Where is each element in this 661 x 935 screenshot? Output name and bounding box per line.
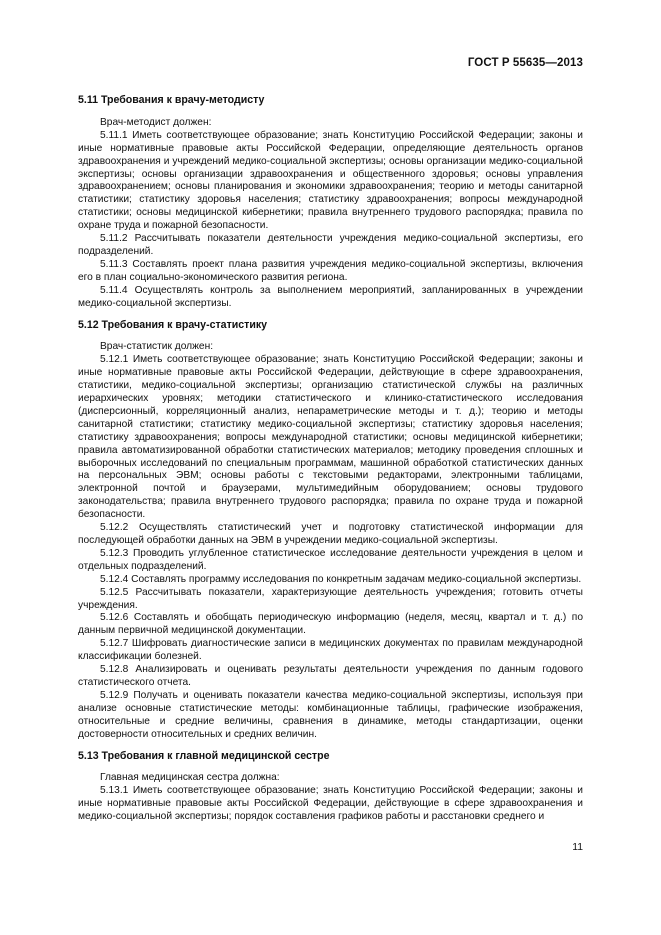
section-5-12: [78, 319, 583, 742]
section-5-11: [78, 94, 583, 311]
paragraph: 5.11.2 Рассчитывать показатели деятельности учреждения медико-социальной экспертизы, его подразделений.: [78, 233, 583, 257]
paragraph: 5.12.5 Рассчитывать показатели, характеризующие деятельность учреждения; готовить отчеты учреждения.: [78, 586, 583, 611]
paragraph: Врач-методист должен:: [100, 116, 212, 128]
page-number: 11: [572, 842, 583, 853]
standard-code: ГОСТ Р 55635—2013: [467, 57, 583, 69]
paragraph: Главная медицинская сестра должна:: [100, 772, 280, 784]
paragraph: 5.12.9 Получать и оценивать показатели качества медико-социальной экспертизы, используя при анализе основные статистические методы: комбинационные таблицы, графические изображения, относительные и средние величины, сравнения в динамике, методы стандартизации, оценки достоверности относительных и средних величин.: [78, 689, 583, 740]
paragraph: Врач-статистик должен:: [100, 341, 214, 353]
paragraph: 5.12.7 Шифровать диагностические записи в медицинских документах по правилам международной классификации болезней.: [78, 638, 583, 663]
paragraph: 5.13.1 Иметь соответствующее образование; знать Конституцию Российской Федерации; законы и иные нормативные правовые акты Российской Федерации, действующие в сфере здравоохранения и медико-социальной экспертизы; порядок составления графиков работы и расстановки среднего и: [78, 785, 583, 823]
section-title: 5.13 Требования к главной медицинской сестре: [78, 749, 330, 762]
paragraph: 5.11.4 Осуществлять контроль за выполнением мероприятий, запланированных в учреждении медико-социальной экспертизы.: [78, 284, 583, 309]
paragraph: 5.12.3 Проводить углубленное статистическое исследование деятельности учреждения в целом и отдельных подразделений.: [78, 547, 583, 572]
section-title: 5.11 Требования к врачу-методисту: [78, 94, 265, 106]
paragraph: 5.12.1 Иметь соответствующее образование; знать Конституцию Российской Федерации; законы и иные нормативные правовые акты Российской Федерации, действующие в сфере здравоохранения, статистики, медико-социальной экспертизы; организацию статистической службы на различных иерархических уровнях; методики статистического и клинико-статистического исследования (дисперсионный, корреляционный анализ, непараметрические методы и т. д.); теорию и методы санитарной статистики; статистику медико-социальной экспертизы; статистику здоровья населения; статистику здравоохранения; вопросы международной статистики; основы медицинской кибернетики; правила автоматизированной обработки статистических материалов; методику проведения сплошных и выборочных исследований по специальным программам, машинной обработкой статистических данных на персональных ЭВМ; основы работы с текстовыми редакторами, электронными таблицами, электронной почтой и браузерами, мультимедийным оборудованием; основы трудового законодательства; правила внутреннего трудового распорядка; правила по охране труда и пожарной безопасности.: [78, 354, 583, 521]
paragraph: 5.12.8 Анализировать и оценивать результаты деятельности учреждения по данным годового статистического отчета.: [78, 664, 583, 688]
paragraph: 5.11.3 Составлять проект плана развития учреждения медико-социальной экспертизы, включения его в план социально-экономического развития региона.: [78, 258, 583, 283]
paragraph: 5.12.2 Осуществлять статистический учет и подготовку статистической информации для последующей обработки данных на ЭВМ в учреждении медико-социальной экспертизы.: [78, 522, 583, 546]
section-title: 5.12 Требования к врачу-статистику: [78, 318, 268, 331]
section-5-13: [78, 750, 583, 825]
paragraph: 5.11.1 Иметь соответствующее образование; знать Конституцию Российской Федерации; законы и иные нормативные правовые акты Российской Федерации, определяющие деятельность органов здравоохранения и учреждений медико-социальной экспертизы; основы организации медико-социальной экспертизы; основы организации здравоохранения и общественного здоровья; основы управления здравоохранением; основы планирования и экономики здравоохранения; теорию и методы санитарной статистики; статистику здоровья населения; статистику здравоохранения; вопросы международной статистики; основы медицинской кибернетики; правила внутреннего трудового распорядка; правила по охране труда и пожарной безопасности.: [78, 129, 583, 232]
paragraph: 5.12.6 Составлять и обобщать периодическую информацию (неделя, месяц, квартал и т. д.) по данным первичной медицинской документации.: [78, 612, 583, 637]
document-body: [78, 94, 583, 824]
paragraph: 5.12.4 Составлять программу исследования по конкретным задачам медико-социальной экспертизы.: [100, 573, 582, 585]
